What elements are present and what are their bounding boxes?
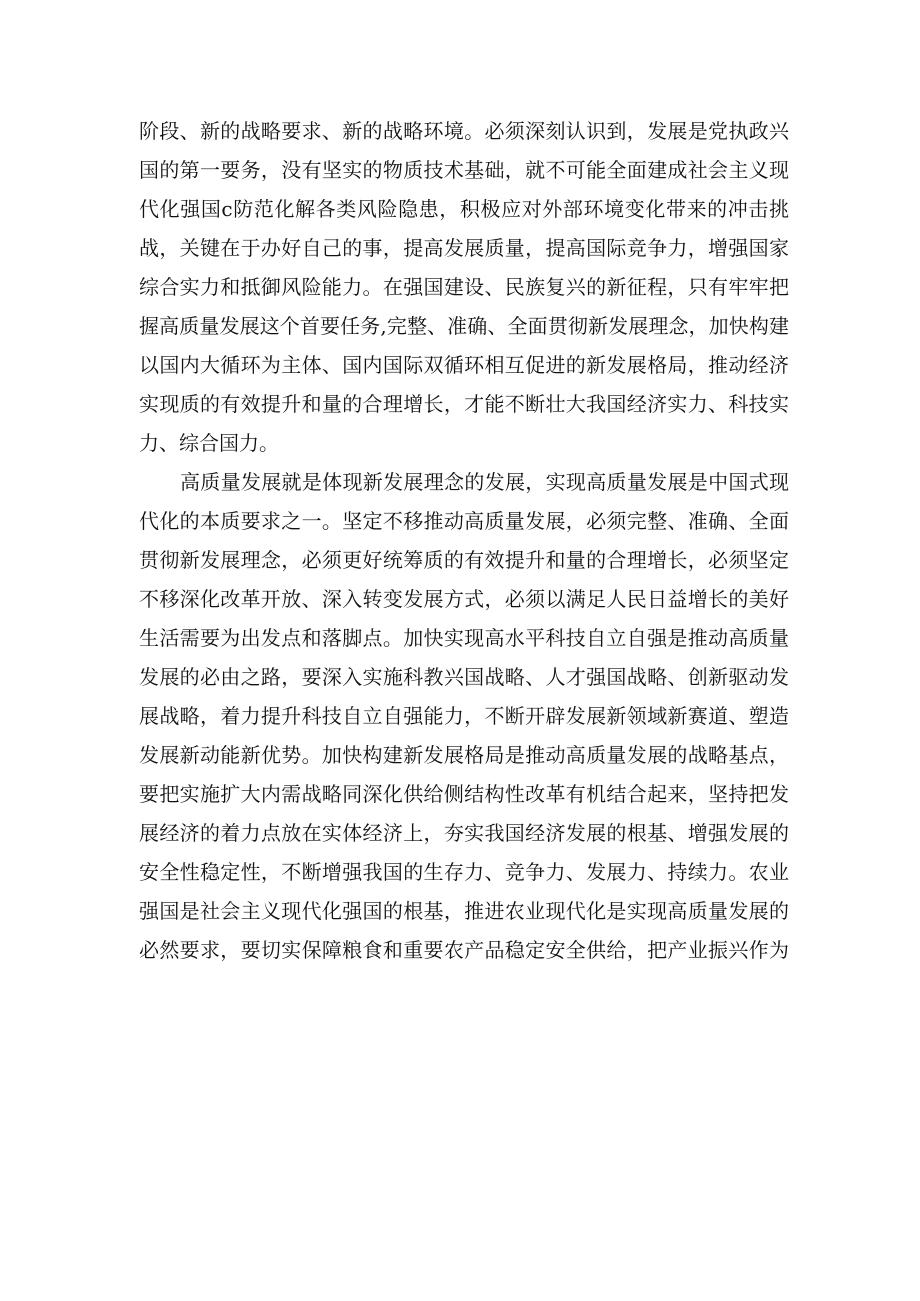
paragraph-2 <box>139 463 789 970</box>
text-line: 要把实施扩大内需战略同深化供给侧结构性改革有机结合起来，坚持把发 <box>139 782 789 806</box>
text-line: 实现质的有效提升和量的合理增长，才能不断壮大我国经济实力、科技实 <box>139 392 789 416</box>
text-line: 代化的本质要求之一。坚定不移推动高质量发展，必须完整、准确、全面 <box>139 509 789 533</box>
text-line: 以国内大循环为主体、国内国际双循环相互促进的新发展格局，推动经济 <box>139 353 789 377</box>
text-line: 握高质量发展这个首要任务,完整、准确、全面贯彻新发展理念，加快构建 <box>139 314 789 338</box>
text-line: 综合实力和抵御风险能力。在强国建设、民族复兴的新征程，只有牢牢把 <box>139 275 789 299</box>
text-line: 战，关键在于办好自己的事，提高发展质量，提高国际竞争力，增强国家 <box>139 236 789 260</box>
text-line: 发展的必由之路，要深入实施科教兴国战略、人才强国战略、创新驱动发 <box>139 665 789 689</box>
paragraph-1 <box>139 112 789 463</box>
text-line: 生活需要为出发点和落脚点。加快实现高水平科技自立自强是推动高质量 <box>139 626 789 650</box>
text-line: 安全性稳定性，不断增强我国的生存力、竞争力、发展力、持续力。农业 <box>139 860 789 884</box>
text-line: 贯彻新发展理念，必须更好统筹质的有效提升和量的合理增长，必须坚定 <box>139 548 789 572</box>
text-line: 力、综合国力。 <box>139 431 279 455</box>
text-line: 强国是社会主义现代化强国的根基，推进农业现代化是实现高质量发展的 <box>139 899 789 923</box>
text-line: 阶段、新的战略要求、新的战略环境。必须深刻认识到，发展是党执政兴 <box>139 119 789 143</box>
document-body <box>139 112 789 970</box>
text-line: 发展新动能新优势。加快构建新发展格局是推动高质量发展的战略基点， <box>139 743 789 767</box>
text-line: 代化强国c防范化解各类风险隐患，积极应对外部环境变化带来的冲击挑 <box>139 197 789 221</box>
text-line: 展战略，着力提升科技自立自强能力，不断开辟发展新领域新赛道、塑造 <box>139 704 789 728</box>
text-line: 必然要求，要切实保障粮食和重要农产品稳定安全供给，把产业振兴作为 <box>139 938 789 962</box>
text-line: 不移深化改革开放、深入转变发展方式，必须以满足人民日益增长的美好 <box>139 587 789 611</box>
text-line: 高质量发展就是体现新发展理念的发展，实现高质量发展是中国式现 <box>180 470 789 494</box>
text-line: 国的第一要务，没有坚实的物质技术基础，就不可能全面建成社会主义现 <box>139 158 789 182</box>
text-line: 展经济的着力点放在实体经济上，夯实我国经济发展的根基、增强发展的 <box>139 821 789 845</box>
